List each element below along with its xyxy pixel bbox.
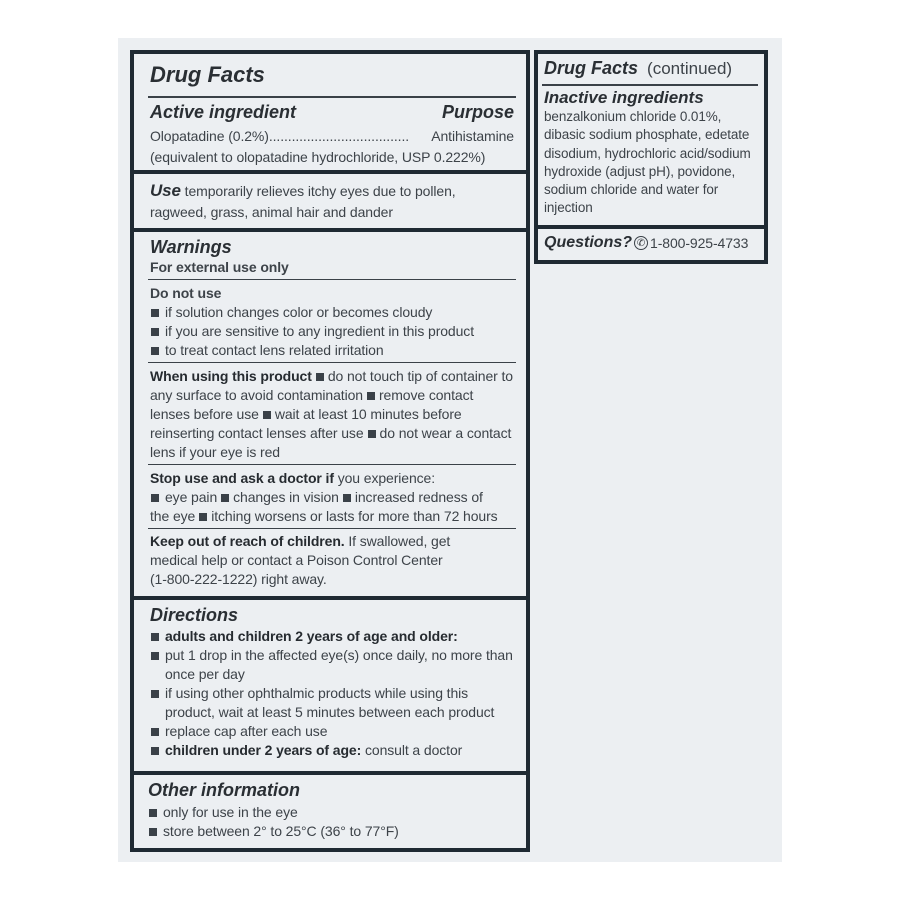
list-item: to treat contact lens related irritation	[150, 341, 384, 360]
bullet-icon	[316, 373, 324, 381]
when-using-line2: any surface to avoid contamination remove contact	[150, 387, 474, 403]
bullet-icon	[221, 494, 229, 502]
keep-out-line2: medical help or contact a Poison Control Center	[150, 552, 443, 568]
bullet-icon	[151, 347, 159, 355]
bullet-icon	[151, 633, 159, 641]
list-item: only for use in the eye	[148, 803, 298, 822]
bullet-icon	[151, 328, 159, 336]
drug-facts-title: Drug Facts	[150, 62, 265, 87]
drug-facts-panel	[118, 38, 782, 862]
bullet-icon	[263, 411, 271, 419]
drug-facts-left-box	[130, 50, 530, 852]
list-item: if using other ophthalmic products while using this	[150, 684, 468, 703]
use-text-line2: ragweed, grass, animal hair and dander	[150, 204, 393, 220]
stop-use-line2: eye pain changes in vision increased redness of	[150, 488, 483, 507]
keep-out-line1: Keep out of reach of children. If swallowed, get	[150, 533, 451, 549]
continued-title-row	[544, 58, 732, 79]
when-using-line4: reinserting contact lenses after use do not wear a contact	[150, 425, 512, 441]
stop-use-line1: Stop use and ask a doctor if you experience:	[150, 470, 436, 486]
when-using-heading: When using this product	[150, 368, 312, 384]
list-item: adults and children 2 years of age and older:	[150, 627, 458, 646]
active-ingredient-section	[134, 54, 526, 170]
warnings-heading: Warnings	[150, 237, 232, 257]
list-item: replace cap after each use	[150, 722, 327, 741]
leader-dots: .....................................	[268, 128, 410, 144]
bullet-icon	[199, 513, 207, 521]
inactive-ingredients-list: benzalkonium chloride 0.01%, dibasic sodium phosphate, edetate disodium, hydrochloric acid/sodium hydroxide (adjust pH), povidone, sodium chloride and water for injection	[544, 109, 751, 216]
warnings-divider	[148, 279, 516, 280]
bullet-icon	[151, 690, 159, 698]
ingredient-purpose: Antihistamine	[431, 128, 514, 144]
ingredient-name: Olopatadine (0.2%)	[150, 128, 269, 144]
other-information-heading: Other information	[148, 780, 300, 800]
list-item: children under 2 years of age: consult a doctor	[150, 741, 462, 760]
bullet-icon	[151, 494, 159, 502]
bullet-icon	[151, 652, 159, 660]
warnings-section	[134, 232, 526, 594]
questions-row	[544, 234, 748, 253]
phone-number: 1-800-925-4733	[650, 235, 749, 251]
bullet-icon	[149, 809, 157, 817]
keep-out-line3: (1-800-222-1222) right away.	[150, 571, 327, 587]
when-using-line3: lenses before use wait at least 10 minutes before	[150, 406, 462, 422]
title-divider	[148, 96, 516, 98]
stop-use-heading: Stop use and ask a doctor if	[150, 470, 334, 486]
keep-out-heading: Keep out of reach of children.	[150, 533, 345, 549]
use-text-line1: temporarily relieves itchy eyes due to pollen,	[180, 183, 456, 199]
bullet-icon	[151, 747, 159, 755]
bullet-icon	[343, 494, 351, 502]
active-ingredient-row	[150, 127, 514, 146]
use-section	[134, 174, 526, 230]
use-heading: Use	[150, 181, 181, 200]
bullet-icon	[368, 430, 376, 438]
bullet-icon	[149, 828, 157, 836]
other-information-section	[134, 775, 526, 848]
do-not-use-heading: Do not use	[150, 285, 222, 301]
active-ingredient-heading: Active ingredient	[150, 102, 297, 122]
purpose-heading: Purpose	[441, 102, 514, 122]
list-item-continued: once per day	[165, 666, 245, 682]
equivalent-note: (equivalent to olopatadine hydrochloride, USP 0.222%)	[150, 149, 486, 165]
list-item: put 1 drop in the affected eye(s) once daily, no more than	[150, 646, 513, 665]
drug-facts-right-box	[534, 50, 768, 264]
list-item: if you are sensitive to any ingredient in this product	[150, 322, 474, 341]
external-use-only: For external use only	[150, 259, 289, 275]
list-item-continued: product, wait at least 5 minutes between each product	[165, 704, 495, 720]
section-divider	[538, 225, 764, 229]
when-using-line1: When using this product do not touch tip of container to	[150, 368, 513, 384]
list-item: if solution changes color or becomes cloudy	[150, 303, 432, 322]
continued-label: (continued)	[647, 59, 733, 78]
when-using-line5: lens if your eye is red	[150, 444, 280, 460]
phone-icon: ✆	[634, 236, 648, 250]
warnings-divider	[148, 362, 516, 363]
list-item: store between 2° to 25°C (36° to 77°F)	[148, 822, 399, 841]
inactive-ingredients-heading: Inactive ingredients	[544, 88, 704, 107]
bullet-icon	[151, 309, 159, 317]
title-divider	[542, 84, 758, 86]
stop-use-line3: the eye itching worsens or lasts for more than 72 hours	[150, 508, 498, 524]
warnings-divider	[148, 464, 516, 465]
bullet-icon	[367, 392, 375, 400]
warnings-divider	[148, 528, 516, 529]
directions-section	[134, 600, 526, 770]
bullet-icon	[151, 728, 159, 736]
drug-facts-title-continued: Drug Facts	[544, 58, 639, 78]
questions-heading: Questions?	[544, 234, 633, 252]
directions-heading: Directions	[150, 605, 239, 625]
